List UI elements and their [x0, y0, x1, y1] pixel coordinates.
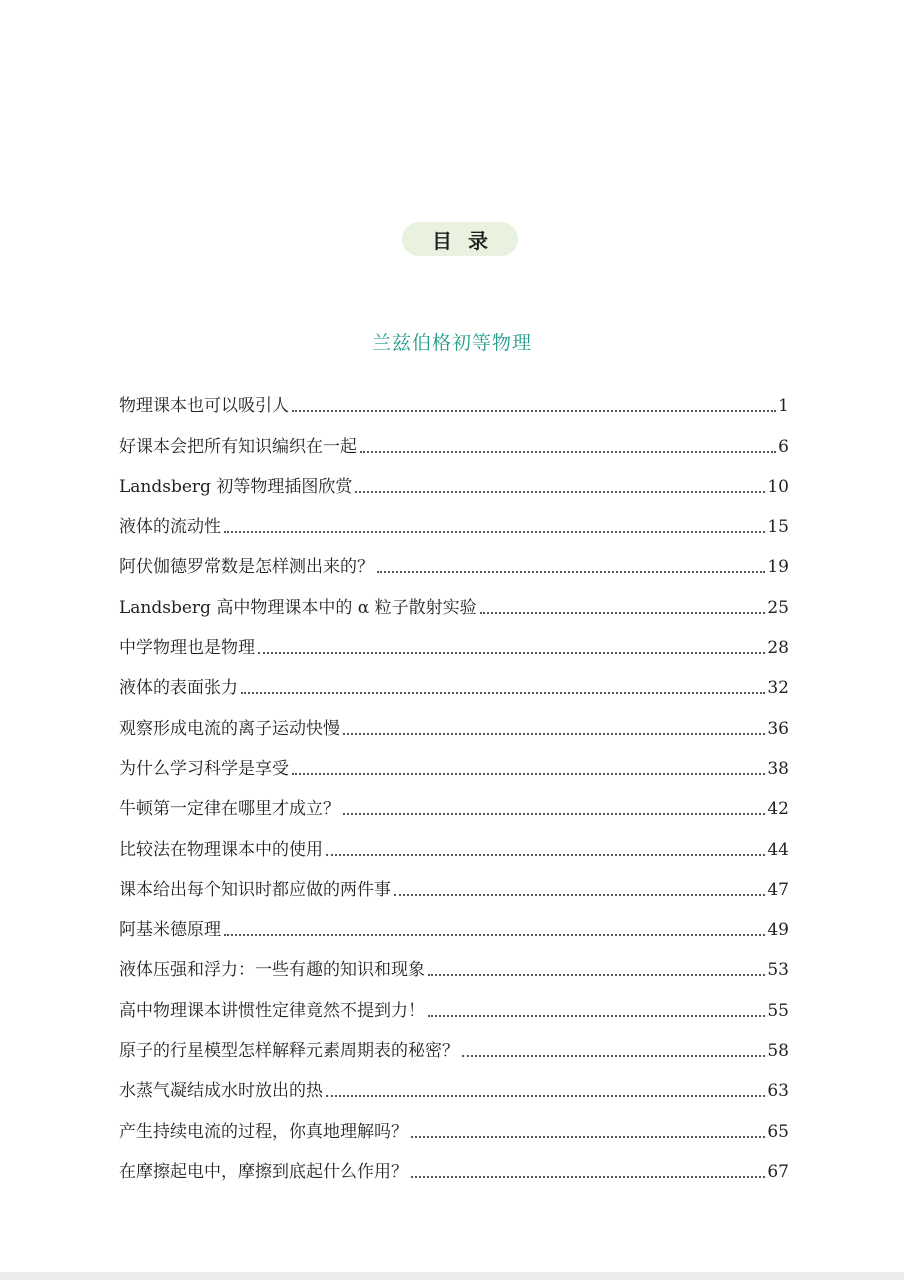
- toc-entry[interactable]: [119, 418, 789, 458]
- toc-entry-title: Landsberg 高中物理课本中的 α 粒子散射实验: [119, 597, 477, 618]
- section-title: 兰兹伯格初等物理: [371, 332, 532, 354]
- dot-leader: [394, 894, 765, 896]
- toc-entry-page-number: 38: [767, 758, 789, 779]
- toc-entry-page-number: 47: [767, 879, 789, 900]
- toc-heading-badge: [402, 222, 518, 256]
- toc-entry-title: 阿伏伽德罗常数是怎样测出来的？: [119, 557, 374, 578]
- toc-entry[interactable]: [119, 499, 789, 539]
- toc-entry-page-number: 53: [767, 960, 789, 981]
- toc-entry-title: 高中物理课本讲惯性定律竟然不提到力！: [119, 1000, 425, 1021]
- dot-leader: [224, 934, 765, 936]
- toc-entry-title: 好课本会把所有知识编织在一起: [119, 436, 357, 457]
- toc-entry-title: 课本给出每个知识时都应做的两件事: [119, 879, 391, 900]
- dot-leader: [428, 1015, 765, 1017]
- dot-leader: [326, 854, 765, 856]
- toc-entry-title: 液体的表面张力: [119, 678, 238, 699]
- toc-entry[interactable]: [119, 741, 789, 781]
- toc-entry-page-number: 15: [767, 517, 789, 538]
- toc-entry-page-number: 63: [767, 1081, 789, 1102]
- toc-entry-page-number: 6: [778, 436, 789, 457]
- toc-entry-page-number: 1: [778, 396, 789, 417]
- toc-entry-title: 牛顿第一定律在哪里才成立？: [119, 799, 340, 820]
- toc-entry[interactable]: [119, 862, 789, 902]
- toc-entry-title: 中学物理也是物理: [119, 638, 255, 659]
- toc-entry-page-number: 28: [767, 638, 789, 659]
- page-bottom-edge: [0, 1272, 904, 1280]
- dot-leader: [241, 692, 765, 694]
- dot-leader: [428, 974, 765, 976]
- toc-entry[interactable]: [119, 1144, 789, 1184]
- toc-entry-page-number: 32: [767, 678, 789, 699]
- toc-entry[interactable]: [119, 539, 789, 579]
- toc-entry[interactable]: [119, 378, 789, 418]
- dot-leader: [326, 1095, 765, 1097]
- toc-entry-page-number: 10: [767, 476, 789, 497]
- toc-entry[interactable]: [119, 902, 789, 942]
- dot-leader: [480, 612, 766, 614]
- dot-leader: [292, 773, 765, 775]
- dot-leader: [258, 652, 765, 654]
- toc-entry-page-number: 44: [767, 839, 789, 860]
- toc-heading: 目录: [432, 228, 504, 253]
- dot-leader: [292, 410, 776, 412]
- toc-entry-page-number: 67: [767, 1161, 789, 1182]
- toc-entry[interactable]: [119, 1023, 789, 1063]
- toc-entry-title: 液体压强和浮力：一些有趣的知识和现象: [119, 960, 425, 981]
- toc-entry[interactable]: [119, 1103, 789, 1143]
- toc-entry[interactable]: [119, 1063, 789, 1103]
- toc-entry[interactable]: [119, 459, 789, 499]
- toc-entry-page-number: 19: [767, 557, 789, 578]
- toc-entry-title: 水蒸气凝结成水时放出的热: [119, 1081, 323, 1102]
- toc-entry-page-number: 36: [767, 718, 789, 739]
- toc-entry[interactable]: [119, 579, 789, 619]
- table-of-contents: [119, 378, 789, 1184]
- toc-entry-title: Landsberg 初等物理插图欣赏: [119, 476, 353, 497]
- dot-leader: [411, 1176, 765, 1178]
- toc-entry[interactable]: [119, 660, 789, 700]
- dot-leader: [343, 733, 765, 735]
- toc-entry-title: 原子的行星模型怎样解释元素周期表的秘密？: [119, 1041, 459, 1062]
- toc-entry[interactable]: [119, 700, 789, 740]
- toc-entry-title: 为什么学习科学是享受: [119, 758, 289, 779]
- toc-entry-title: 观察形成电流的离子运动快慢: [119, 718, 340, 739]
- toc-entry-title: 物理课本也可以吸引人: [119, 396, 289, 417]
- toc-entry[interactable]: [119, 620, 789, 660]
- dot-leader: [343, 813, 765, 815]
- toc-entry-page-number: 58: [767, 1041, 789, 1062]
- dot-leader: [462, 1055, 765, 1057]
- toc-entry-page-number: 55: [767, 1000, 789, 1021]
- toc-entry-page-number: 65: [767, 1121, 789, 1142]
- toc-entry[interactable]: [119, 781, 789, 821]
- dot-leader: [355, 491, 765, 493]
- toc-entry[interactable]: [119, 982, 789, 1022]
- toc-entry-title: 比较法在物理课本中的使用: [119, 839, 323, 860]
- dot-leader: [377, 571, 765, 573]
- dot-leader: [360, 451, 776, 453]
- toc-entry-title: 液体的流动性: [119, 517, 221, 538]
- toc-entry[interactable]: [119, 821, 789, 861]
- dot-leader: [224, 531, 765, 533]
- toc-entry-title: 产生持续电流的过程，你真地理解吗？: [119, 1121, 408, 1142]
- toc-entry-page-number: 49: [767, 920, 789, 941]
- toc-entry-title: 在摩擦起电中，摩擦到底起什么作用？: [119, 1161, 408, 1182]
- toc-entry[interactable]: [119, 942, 789, 982]
- dot-leader: [411, 1136, 765, 1138]
- toc-entry-page-number: 25: [767, 597, 789, 618]
- toc-entry-page-number: 42: [767, 799, 789, 820]
- toc-entry-title: 阿基米德原理: [119, 920, 221, 941]
